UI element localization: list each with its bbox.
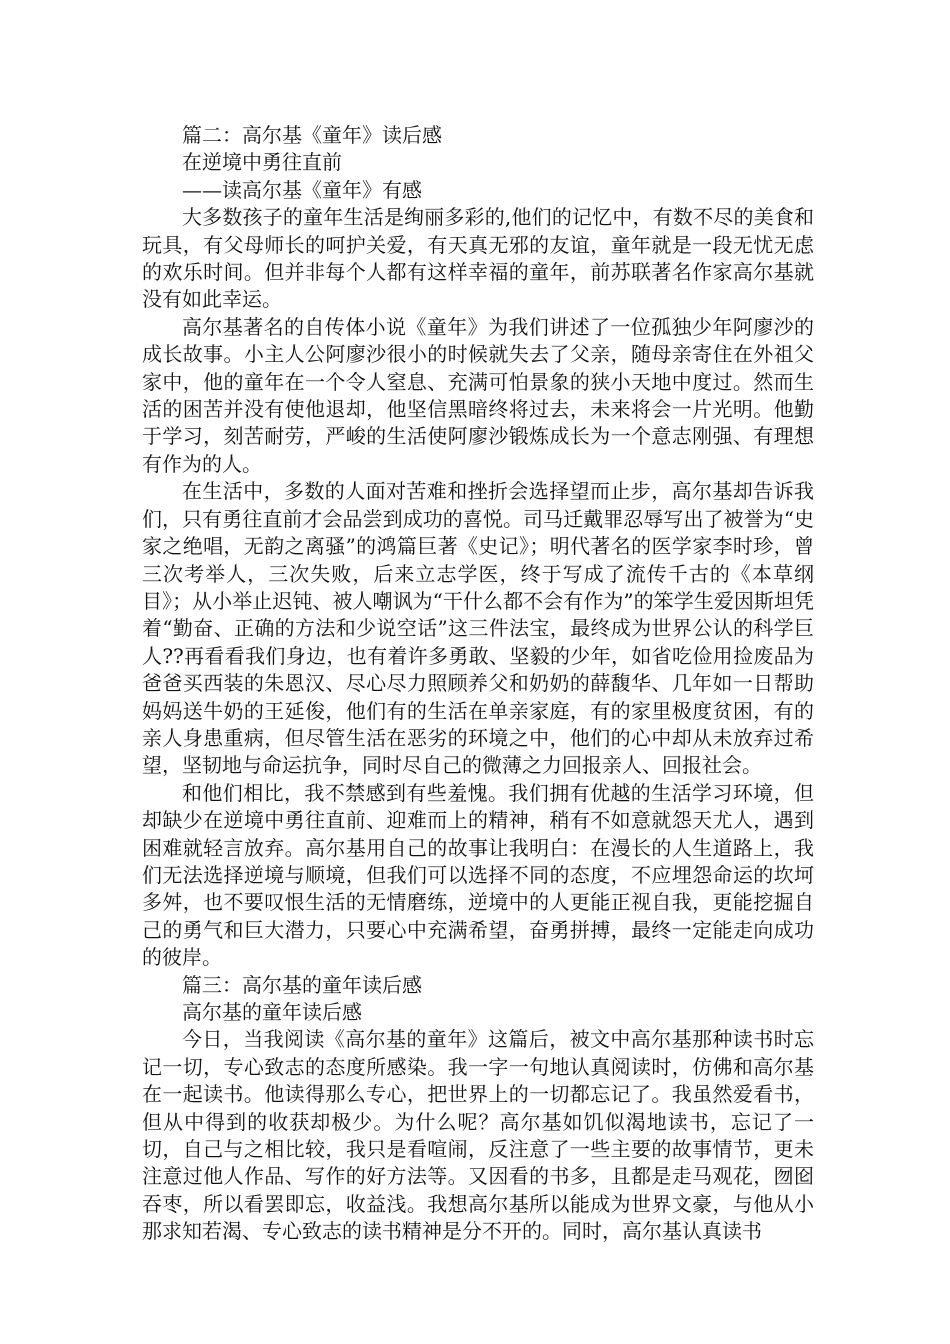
- section-heading-2: 篇二：高尔基《童年》读后感: [182, 123, 442, 147]
- essay-subtitle: ——读高尔基《童年》有感: [182, 177, 422, 202]
- paragraph: 今日，当我阅读《高尔基的童年》这篇后，被文中高尔基那种读书时忘记一切，专心致志的态度所感染。我一字一句地认真阅读时，仿佛和高尔基在一起读书。他读得那么专心，把世界上的一切都忘记了。我虽然爱看书，但从中得到的收获却极少。为什么呢？高尔基如饥似渴地读书，忘记了一切，自己与之相比较，我只是看喧闹，反注意了一些主要的故事情节，更未注意过他人作品、写作的好方法等。又因看的书多，且都是走马观花，囫囵吞枣，所以看罢即忘，收益浅。我想高尔基所以能成为世界文豪，与他从小那求知若渴、专心致志的读书精神是分不开的。同时，高尔基认真读书: [142, 1027, 814, 1244]
- paragraph: 在生活中，多数的人面对苦难和挫折会选择望而止步，高尔基却告诉我们，只有勇往直前才会品尝到成功的喜悦。司马迁戴罪忍辱写出了被誉为“史家之绝唱，无韵之离骚”的鸿篇巨著《史记》；明代著名的医学家李时珍，曾三次考举人，三次失败，后来立志学医，终于写成了流传千古的《本草纲目》；从小举止迟钝、被人嘲讽为“干什么都不会有作为”的笨学生爱因斯坦凭着“勤奋、正确的方法和少说空话”这三件法宝，最终成为世界公认的科学巨人??再看看我们身边，也有着许多勇敢、坚毅的少年，如省吃俭用捡废品为爸爸买西装的朱恩汉、尽心尽力照顾养父和奶奶的薛馥华、几年如一日帮助妈妈送牛奶的王延俊，他们有的生活在单亲家庭，有的家里极度贫困，有的亲人身患重病，但尽管生活在恶劣的环境之中，他们的心中却从未放弃过希望，坚韧地与命运抗争，同时尽自己的微薄之力回报亲人、回报社会。: [142, 479, 814, 778]
- document-body: [142, 122, 814, 1246]
- essay-title: 在逆境中勇往直前: [182, 150, 342, 175]
- paragraph: 大多数孩子的童年生活是绚丽多彩的,他们的记忆中，有数不尽的美食和玩具，有父母师长的呵护关爱，有天真无邪的友谊，童年就是一段无忧无虑的欢乐时间。但并非每个人都有这样幸福的童年，前苏联著名作家高尔基就没有如此幸运。: [142, 205, 814, 312]
- section-heading-3: 篇三：高尔基的童年读后感: [182, 972, 422, 997]
- essay-title: 高尔基的童年读后感: [182, 1000, 362, 1024]
- paragraph: 和他们相比，我不禁感到有些羞愧。我们拥有优越的生活学习环境，但却缺少在逆境中勇往直前、迎难而上的精神，稍有不如意就怨天尤人，遇到困难就轻言放弃。高尔基用自己的故事让我明白：在漫长的人生道路上，我们无法选择逆境与顺境，但我们可以选择不同的态度，不应埋怨命运的坎坷多舛，也不要叹恨生活的无情磨练，逆境中的人更能正视自我，更能挖掘自己的勇气和巨大潜力，只要心中充满希望，奋勇拼搏，最终一定能走向成功的彼岸。: [142, 780, 814, 970]
- paragraph: 高尔基著名的自传体小说《童年》为我们讲述了一位孤独少年阿廖沙的成长故事。小主人公阿廖沙很小的时候就失去了父亲，随母亲寄住在外祖父家中，他的童年在一个令人窒息、充满可怕景象的狭小天地中度过。然而生活的困苦并没有使他退却，他坚信黑暗终将过去，未来将会一片光明。他勤于学习，刻苦耐劳，严峻的生活使阿廖沙锻炼成长为一个意志刚强、有理想有作为的人。: [142, 314, 814, 476]
